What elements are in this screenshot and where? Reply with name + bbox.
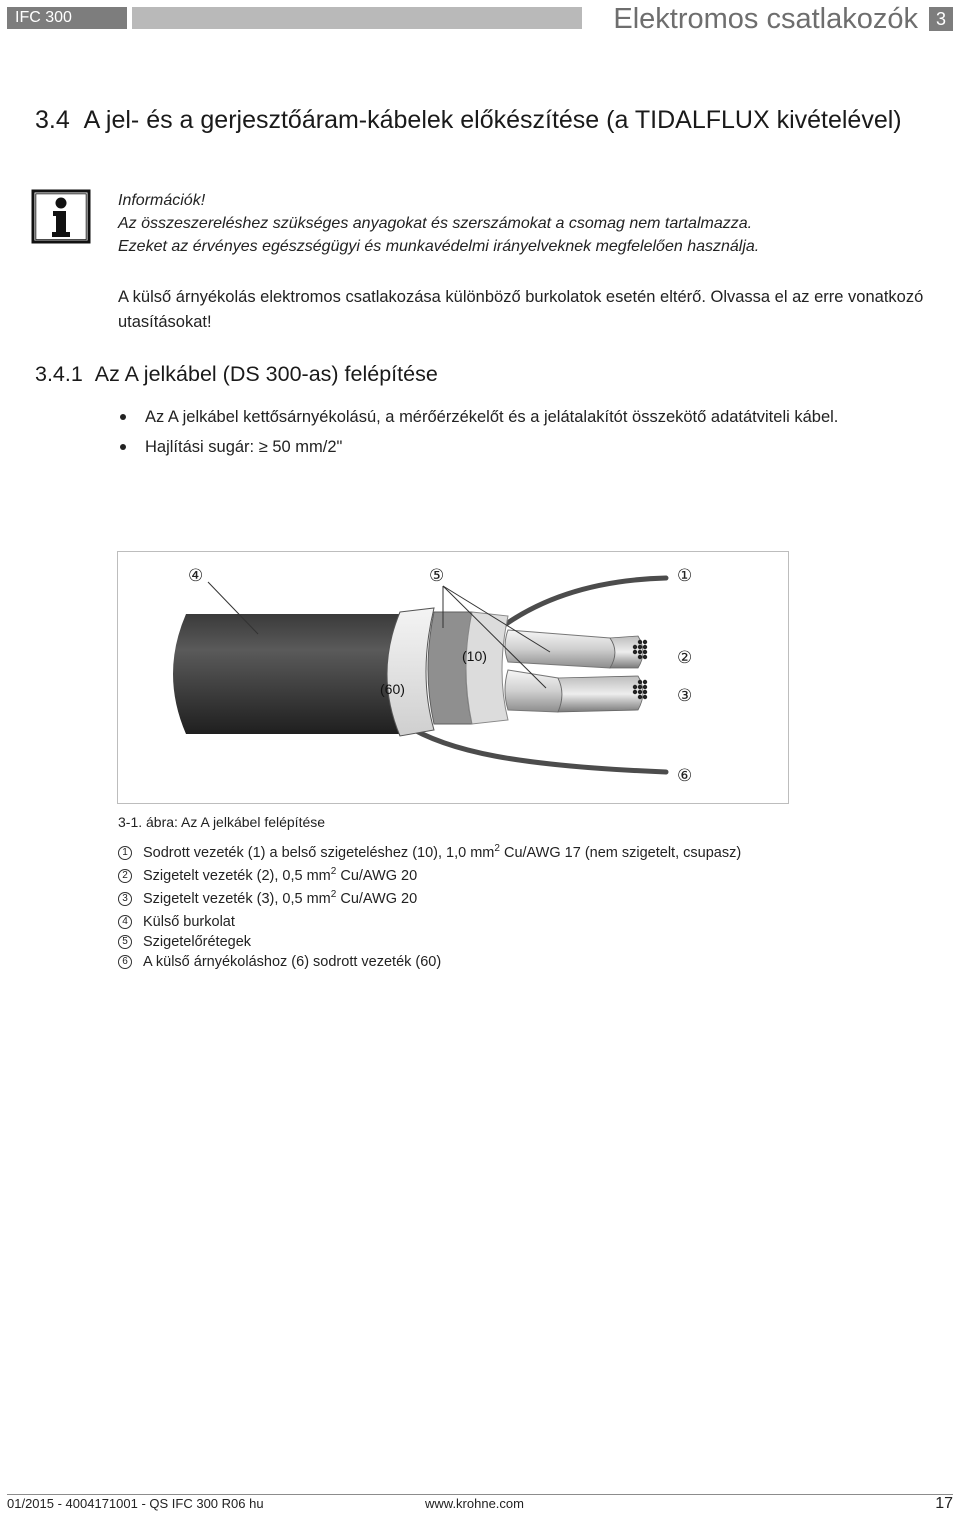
header-chapter-title: Elektromos csatlakozók <box>613 3 918 35</box>
legend-item <box>118 866 918 886</box>
footer-website: www.krohne.com <box>425 1496 524 1511</box>
legend-item <box>118 889 918 909</box>
cable-figure-frame <box>117 551 789 804</box>
bullet-text: Hajlítási sugár: ≥ 50 mm/2" <box>145 438 343 456</box>
legend-superscript: 2 <box>330 889 337 900</box>
callout-2: ② <box>677 648 693 668</box>
label-inner-shield: (10) <box>462 648 487 664</box>
bullet-dot <box>120 444 126 450</box>
info-text <box>118 189 938 258</box>
section-heading <box>35 106 915 135</box>
info-icon <box>31 189 91 244</box>
bullet-item <box>118 405 948 429</box>
section-number: 3.4 <box>35 106 70 134</box>
bullet-text: Az A jelkábel kettősárnyékolású, a mérőérzékelőt és a jelátalakítót összekötő adatátviteli kábel. <box>145 408 839 426</box>
legend-text-suffix: Cu/AWG 20 <box>336 868 418 884</box>
legend-text-suffix: Cu/AWG 20 <box>336 891 418 907</box>
legend-number: 3 <box>118 892 132 906</box>
footer-rule <box>7 1494 953 1495</box>
core-3-strands <box>558 676 643 712</box>
legend-text: Külső burkolat <box>143 914 235 930</box>
inner-insulation <box>466 612 508 724</box>
callout-6: ⑥ <box>677 766 693 786</box>
shield-note-paragraph: A külső árnyékolás elektromos csatlakozása különböző burkolatok esetén eltérő. Olvassa el az erre vonatkozó utasításokat! <box>118 288 924 331</box>
bullet-item <box>118 435 948 459</box>
figure-caption: 3-1. ábra: Az A jelkábel felépítése <box>118 814 326 830</box>
legend-item <box>118 952 918 972</box>
bullet-list <box>118 405 948 465</box>
subsection-number: 3.4.1 <box>35 362 83 386</box>
callout-3: ③ <box>677 686 693 706</box>
info-line: Ezeket az érvényes egészségügyi és munkavédelmi irányelveknek megfelelően használja. <box>118 238 760 255</box>
strand-ends <box>633 640 647 699</box>
legend-text: Szigetelt vezeték (2), 0,5 mm <box>143 868 331 884</box>
info-line: Az összeszereléshez szükséges anyagokat és szerszámokat a csomag nem tartalmazza. <box>118 215 753 232</box>
drain-wire-1 <box>506 578 666 624</box>
inner-shield-layer <box>428 612 472 724</box>
header-chapter-number: 3 <box>929 7 953 31</box>
legend-number: 1 <box>118 846 132 860</box>
header-bar <box>132 7 582 29</box>
core-2-insulation <box>505 630 615 668</box>
outer-jacket <box>173 614 400 734</box>
legend-item <box>118 843 918 863</box>
legend-text: Sodrott vezeték (1) a belső szigeteléshez (10), 1,0 mm <box>143 845 495 861</box>
legend-superscript: 2 <box>494 843 500 854</box>
legend-number: 5 <box>118 935 132 949</box>
info-heading: Információk! <box>118 192 206 209</box>
figure-legend <box>118 843 918 975</box>
callout-1: ① <box>677 566 693 586</box>
legend-text: A külső árnyékoláshoz (6) sodrott vezeték (60) <box>143 954 442 970</box>
callout-5: ⑤ <box>429 566 445 586</box>
subsection-heading <box>35 360 438 388</box>
label-outer-shield: (60) <box>380 681 405 697</box>
legend-text: Szigetelt vezeték (3), 0,5 mm <box>143 891 331 907</box>
legend-item <box>118 912 918 932</box>
legend-text: Szigetelőrétegek <box>143 934 252 950</box>
drain-wire-6 <box>404 724 666 772</box>
legend-number: 4 <box>118 915 132 929</box>
legend-number: 2 <box>118 869 132 883</box>
header-product: IFC 300 <box>7 7 127 29</box>
legend-number: 6 <box>118 955 132 969</box>
subsection-title: Az A jelkábel (DS 300-as) felépítése <box>94 362 438 386</box>
section-title: A jel- és a gerjesztőáram-kábelek előkészítése (a TIDALFLUX kivételével) <box>83 106 902 134</box>
legend-item <box>118 932 918 952</box>
cable-illustration <box>118 552 788 803</box>
bullet-dot <box>120 414 126 420</box>
legend-text-suffix: Cu/AWG 17 (nem szigetelt, csupasz) <box>499 845 742 861</box>
callout-4: ④ <box>188 566 204 586</box>
legend-superscript: 2 <box>330 866 337 877</box>
footer-page-number: 17 <box>935 1495 953 1512</box>
footer-doc-id: 01/2015 - 4004171001 - QS IFC 300 R06 hu <box>7 1496 264 1511</box>
outer-shield <box>387 608 434 736</box>
